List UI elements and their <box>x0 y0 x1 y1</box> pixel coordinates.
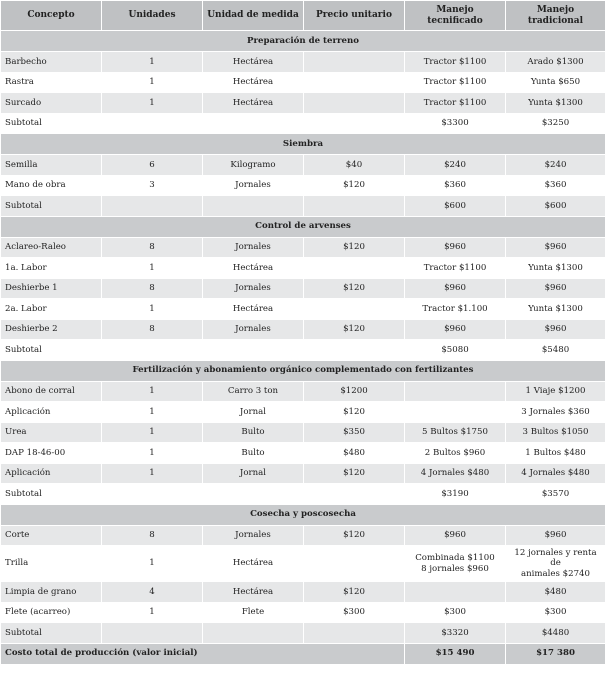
table-cell: Tractor $1100 <box>405 93 506 114</box>
section-header-row <box>1 134 605 155</box>
header-unidades: Unidades <box>102 1 203 31</box>
table-cell: 8 <box>102 525 203 546</box>
table-cell: Hectárea <box>203 546 304 582</box>
table-cell: Subtotal <box>1 623 102 644</box>
table-cell: 1a. Labor <box>1 258 102 279</box>
table-cell: $120 <box>304 278 405 299</box>
total-tradicional: $17 380 <box>506 643 605 664</box>
total-row <box>1 643 605 664</box>
table-cell: 1 <box>102 402 203 423</box>
table-cell: Trilla <box>1 546 102 582</box>
table-cell: $350 <box>304 422 405 443</box>
table-row <box>1 237 605 258</box>
header-manejo-tradicional: Manejo tradicional <box>506 1 605 31</box>
table-cell: $120 <box>304 175 405 196</box>
table-cell: Jornales <box>203 175 304 196</box>
table-cell: $600 <box>506 196 605 217</box>
table-cell: Hectárea <box>203 582 304 603</box>
table-cell: $480 <box>304 443 405 464</box>
table-cell: 1 <box>102 443 203 464</box>
table-cell: Aplicación <box>1 402 102 423</box>
subtotal-row <box>1 484 605 505</box>
table-cell: Carro 3 ton <box>203 381 304 402</box>
table-row <box>1 381 605 402</box>
section-title: Cosecha y poscosecha <box>1 504 605 525</box>
table-cell: 1 <box>102 463 203 484</box>
table-row <box>1 582 605 603</box>
table-cell: $240 <box>506 155 605 176</box>
section-header-row <box>1 360 605 381</box>
table-cell: $5080 <box>405 340 506 361</box>
table-cell: 3 Bultos $1050 <box>506 422 605 443</box>
table-row <box>1 72 605 93</box>
table-row <box>1 278 605 299</box>
section-title: Control de arvenses <box>1 216 605 237</box>
table-row <box>1 602 605 623</box>
table-cell: 4 Jornales $480 <box>405 463 506 484</box>
table-cell: $960 <box>506 278 605 299</box>
table-cell: Yunta $1300 <box>506 258 605 279</box>
table-cell: $3320 <box>405 623 506 644</box>
table-cell: $120 <box>304 402 405 423</box>
table-row <box>1 546 605 582</box>
table-cell <box>203 484 304 505</box>
table-cell: Kilogramo <box>203 155 304 176</box>
table-cell <box>203 113 304 134</box>
header-unidad-medida: Unidad de medida <box>203 1 304 31</box>
table-cell: $960 <box>405 237 506 258</box>
table-cell: 1 <box>102 52 203 73</box>
table-cell: Hectárea <box>203 299 304 320</box>
table-cell: Jornales <box>203 278 304 299</box>
header-manejo-tecnificado: Manejo tecnificado <box>405 1 506 31</box>
table-row <box>1 319 605 340</box>
table-cell: Bulto <box>203 443 304 464</box>
table-cell: Flete <box>203 602 304 623</box>
table-cell: 1 <box>102 258 203 279</box>
table-cell: Semilla <box>1 155 102 176</box>
table-row <box>1 52 605 73</box>
total-label: Costo total de producción (valor inicial) <box>1 643 405 664</box>
table-row <box>1 402 605 423</box>
table-cell: Tractor $1100 <box>405 52 506 73</box>
table-row <box>1 525 605 546</box>
table-cell: Deshierbe 1 <box>1 278 102 299</box>
header-precio-unitario: Precio unitario <box>304 1 405 31</box>
table-cell: 3 Jornales $360 <box>506 402 605 423</box>
table-cell: Tractor $1.100 <box>405 299 506 320</box>
table-cell: $4480 <box>506 623 605 644</box>
table-cell: Hectárea <box>203 93 304 114</box>
table-cell: Yunta $650 <box>506 72 605 93</box>
table-cell: 4 <box>102 582 203 603</box>
subtotal-row <box>1 113 605 134</box>
subtotal-row <box>1 340 605 361</box>
table-cell: $960 <box>405 319 506 340</box>
table-cell: Flete (acarreo) <box>1 602 102 623</box>
table-cell: 1 Bultos $480 <box>506 443 605 464</box>
table-cell: $300 <box>405 602 506 623</box>
table-cell: $3300 <box>405 113 506 134</box>
table-cell <box>304 623 405 644</box>
table-cell: $3250 <box>506 113 605 134</box>
table-cell: Subtotal <box>1 113 102 134</box>
table-row <box>1 443 605 464</box>
table-cell: 1 <box>102 602 203 623</box>
section-header-row <box>1 31 605 52</box>
table-cell <box>304 196 405 217</box>
table-cell: $120 <box>304 582 405 603</box>
table-cell <box>203 340 304 361</box>
table-cell: Jornales <box>203 319 304 340</box>
table-cell: Subtotal <box>1 340 102 361</box>
table-cell: Jornal <box>203 463 304 484</box>
table-cell: Subtotal <box>1 484 102 505</box>
table-cell <box>405 582 506 603</box>
table-cell: 1 <box>102 72 203 93</box>
table-cell <box>304 72 405 93</box>
table-cell: Urea <box>1 422 102 443</box>
table-cell: $1200 <box>304 381 405 402</box>
table-cell: Aclareo-Raleo <box>1 237 102 258</box>
table-cell: Tractor $1100 <box>405 258 506 279</box>
subtotal-row <box>1 623 605 644</box>
table-cell: Abono de corral <box>1 381 102 402</box>
table-cell <box>304 93 405 114</box>
table-cell: 1 Viaje $1200 <box>506 381 605 402</box>
table-cell: $360 <box>405 175 506 196</box>
table-cell: $3190 <box>405 484 506 505</box>
table-cell: Yunta $1300 <box>506 93 605 114</box>
table-cell: Arado $1300 <box>506 52 605 73</box>
table-cell: $960 <box>506 237 605 258</box>
table-cell: $120 <box>304 319 405 340</box>
table-cell: 1 <box>102 381 203 402</box>
table-cell: $240 <box>405 155 506 176</box>
subtotal-row <box>1 196 605 217</box>
table-cell <box>203 196 304 217</box>
table-cell: Mano de obra <box>1 175 102 196</box>
table-cell: $120 <box>304 237 405 258</box>
table-cell <box>102 196 203 217</box>
table-cell: Tractor $1100 <box>405 72 506 93</box>
table-cell: 4 Jornales $480 <box>506 463 605 484</box>
table-cell: 6 <box>102 155 203 176</box>
table-cell: Aplicación <box>1 463 102 484</box>
section-title: Preparación de terreno <box>1 31 605 52</box>
table-cell: $300 <box>506 602 605 623</box>
table-row <box>1 463 605 484</box>
section-header-row <box>1 504 605 525</box>
table-cell: DAP 18-46-00 <box>1 443 102 464</box>
table-cell: $120 <box>304 525 405 546</box>
table-row <box>1 422 605 443</box>
table-cell: 8 <box>102 319 203 340</box>
table-cell <box>304 484 405 505</box>
table-cell: $40 <box>304 155 405 176</box>
table-cell: Jornales <box>203 525 304 546</box>
table-cell: $960 <box>405 525 506 546</box>
table-cell: 2a. Labor <box>1 299 102 320</box>
table-cell: $960 <box>506 319 605 340</box>
table-cell: $360 <box>506 175 605 196</box>
table-cell: 1 <box>102 299 203 320</box>
table-cell: 5 Bultos $1750 <box>405 422 506 443</box>
table-cell: Corte <box>1 525 102 546</box>
table-body <box>1 31 605 665</box>
table-cell: 12 jornales y renta de animales $2740 <box>506 546 605 582</box>
table-cell: $5480 <box>506 340 605 361</box>
table-cell: Bulto <box>203 422 304 443</box>
table-cell <box>102 623 203 644</box>
table-cell: Deshierbe 2 <box>1 319 102 340</box>
table-cell: 1 <box>102 422 203 443</box>
table-row <box>1 175 605 196</box>
table-cell: 1 <box>102 93 203 114</box>
table-cell <box>304 52 405 73</box>
table-cell: Barbecho <box>1 52 102 73</box>
table-cell <box>304 340 405 361</box>
table-cell: Hectárea <box>203 258 304 279</box>
table-cell: Subtotal <box>1 196 102 217</box>
table-cell: 8 <box>102 278 203 299</box>
table-cell: $480 <box>506 582 605 603</box>
table-cell: $120 <box>304 463 405 484</box>
table-cell <box>304 299 405 320</box>
table-row <box>1 299 605 320</box>
header-concepto: Concepto <box>1 1 102 31</box>
table-cell: Surcado <box>1 93 102 114</box>
table-cell <box>304 546 405 582</box>
table-cell: $300 <box>304 602 405 623</box>
table-cell <box>102 340 203 361</box>
table-cell: 2 Bultos $960 <box>405 443 506 464</box>
table-cell: Jornal <box>203 402 304 423</box>
table-row <box>1 258 605 279</box>
section-title: Fertilización y abonamiento orgánico complementado con fertilizantes <box>1 360 605 381</box>
table-cell: Rastra <box>1 72 102 93</box>
table-cell <box>203 623 304 644</box>
table-cell <box>405 381 506 402</box>
table-cell <box>102 484 203 505</box>
table-cell: $960 <box>405 278 506 299</box>
section-title: Siembra <box>1 134 605 155</box>
table-cell: $960 <box>506 525 605 546</box>
table-cell: Hectárea <box>203 72 304 93</box>
table-cell <box>405 402 506 423</box>
table-row <box>1 93 605 114</box>
table-cell: Yunta $1300 <box>506 299 605 320</box>
table-cell: 3 <box>102 175 203 196</box>
section-header-row <box>1 216 605 237</box>
table-cell: Combinada $1100 8 jornales $960 <box>405 546 506 582</box>
table-cell: Jornales <box>203 237 304 258</box>
table-cell <box>304 113 405 134</box>
table-cell <box>304 258 405 279</box>
table-cell: $3570 <box>506 484 605 505</box>
table-row <box>1 155 605 176</box>
table-cell: Hectárea <box>203 52 304 73</box>
table-cell: $600 <box>405 196 506 217</box>
header-row <box>1 1 605 31</box>
table-cell: Limpia de grano <box>1 582 102 603</box>
total-tecnificado: $15 490 <box>405 643 506 664</box>
table-cell: 1 <box>102 546 203 582</box>
table-cell <box>102 113 203 134</box>
table-cell: 8 <box>102 237 203 258</box>
